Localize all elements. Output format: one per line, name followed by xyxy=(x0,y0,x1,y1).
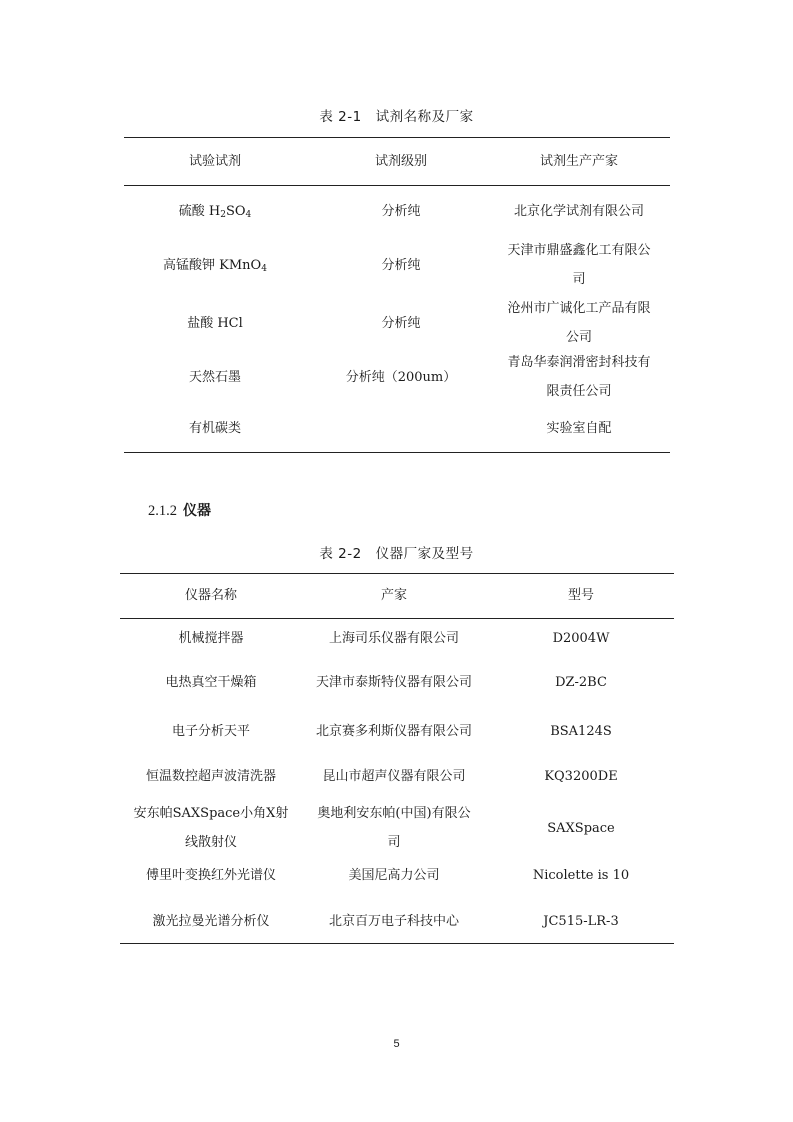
table2-row4-maker: 昆山市超声仪器有限公司 xyxy=(322,768,466,784)
table1-row4-reagent: 天然石墨 xyxy=(188,369,241,385)
table2-header-maker: 产家 xyxy=(380,587,407,603)
table2-row3-model: BSA124S xyxy=(550,723,612,739)
table1-row1-reagent: 硫酸 $H_2SO_4$ xyxy=(178,203,252,220)
table2-caption-title: 仪器厂家及型号 xyxy=(375,546,474,562)
table1-row3-grade: 分析纯 xyxy=(381,315,421,331)
table2-bottom-rule xyxy=(120,943,674,944)
table2-row6-maker: 美国尼高力公司 xyxy=(348,867,440,883)
table2-row7-maker: 北京百万电子科技中心 xyxy=(328,913,459,929)
table2-row2-model: DZ-2BC xyxy=(555,674,607,690)
table1-row3-reagent: 盐酸 HCl xyxy=(187,315,243,331)
table1-row4-grade: 分析纯（200um） xyxy=(345,369,457,385)
table1-row2-grade: 分析纯 xyxy=(381,257,421,273)
section-title: 仪器 xyxy=(183,503,211,519)
table2-row1-model: D2004W xyxy=(552,630,610,646)
table1-header-reagent: 试验试剂 xyxy=(188,153,241,169)
table2-row5-model: SAXSpace xyxy=(547,820,615,836)
table1-header-maker: 试剂生产产家 xyxy=(539,153,618,169)
table1-caption xyxy=(0,105,793,125)
table2-row3-maker: 北京赛多利斯仪器有限公司 xyxy=(315,723,472,739)
table1-top-rule xyxy=(124,137,670,138)
table1-bottom-rule xyxy=(124,452,670,453)
table2-row3-name: 电子分析天平 xyxy=(171,723,250,739)
table2-row4-name: 恒温数控超声波清洗器 xyxy=(145,768,276,784)
table1-row1-maker: 北京化学试剂有限公司 xyxy=(513,203,644,219)
table2-row7-name: 激光拉曼光谱分析仪 xyxy=(152,913,270,929)
table2-caption xyxy=(0,542,793,562)
table2-row2-name: 电热真空干燥箱 xyxy=(165,674,257,690)
table2-row5-maker: 奥地利安东帕(中国)有限公 司 xyxy=(317,806,471,850)
table2-row1-maker: 上海司乐仪器有限公司 xyxy=(328,630,459,646)
table2-row1-name: 机械搅拌器 xyxy=(178,630,244,646)
table1-caption-title: 试剂名称及厂家 xyxy=(375,109,474,125)
table1-row1-grade: 分析纯 xyxy=(381,203,421,219)
table1-row2-maker: 天津市鼎盛鑫化工有限公 司 xyxy=(507,243,651,287)
table2-row6-name: 傅里叶变换红外光谱仪 xyxy=(145,867,276,883)
table2-row2-maker: 天津市泰斯特仪器有限公司 xyxy=(315,674,472,690)
section-number: 2.1.2 xyxy=(148,503,177,519)
table1-header-grade: 试剂级别 xyxy=(374,153,427,169)
table2-top-rule xyxy=(120,573,674,574)
table2-header-model: 型号 xyxy=(567,587,594,603)
table1-row2-reagent: 高锰酸钾 KMnO$_4$ xyxy=(163,257,267,274)
table1-row3-maker: 沧州市广诚化工产品有限 公司 xyxy=(507,301,651,345)
table1-row5-grade xyxy=(306,413,496,443)
table2-row7-model: JC515-LR-3 xyxy=(543,913,619,929)
table1-caption-label: 表 2-1 xyxy=(319,109,362,125)
table1-row4-maker: 青岛华泰润滑密封科技有 限责任公司 xyxy=(507,355,651,399)
table2-header-rule xyxy=(120,618,674,619)
table1-row5-maker: 实验室自配 xyxy=(546,420,612,436)
table2-row6-model: Nicolette is 10 xyxy=(532,867,630,883)
table2-caption-label: 表 2-2 xyxy=(319,546,362,562)
table2-row4-model: KQ3200DE xyxy=(544,768,618,784)
table1-header-rule xyxy=(124,185,670,186)
table2-row5-name: 安东帕SAXSpace小角X射 线散射仪 xyxy=(133,806,289,850)
section-heading xyxy=(148,500,211,520)
table2-header-name: 仪器名称 xyxy=(184,587,237,603)
page-number: 5 xyxy=(393,1038,400,1050)
table1-row5-reagent: 有机碳类 xyxy=(188,420,241,436)
